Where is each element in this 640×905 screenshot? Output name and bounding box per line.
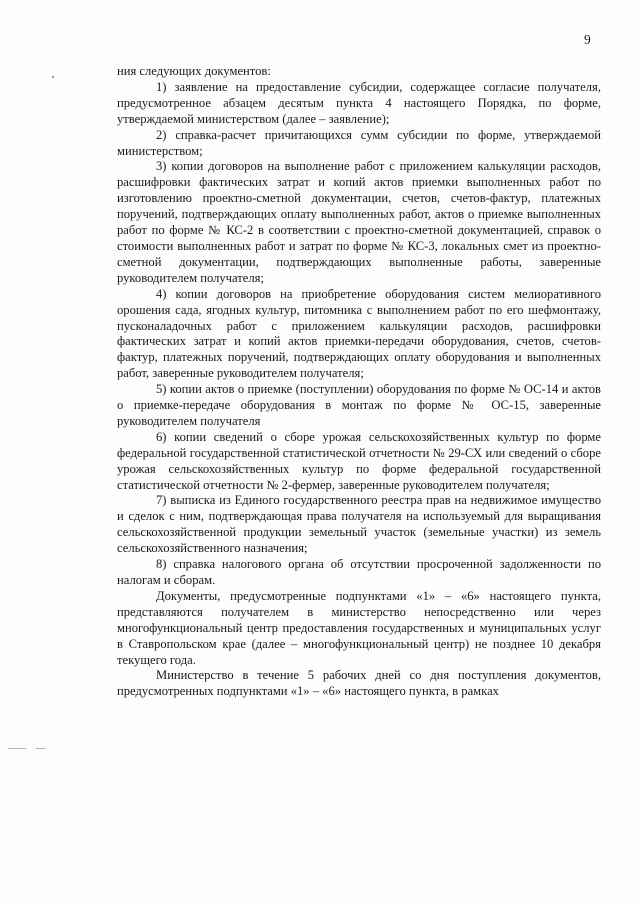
paragraph-continuation: ния следующих документов: [117, 64, 271, 78]
document-body [117, 64, 601, 700]
scan-edge-artifact [8, 748, 26, 749]
page-number: 9 [584, 32, 591, 47]
paragraph-item-4: 4) копии договоров на приобретение оборудования систем мелиоративного орошения сада, ягодных культур, питомника с выполнением работ по его шефмонтажу, пусконаладочных работ с приложением калькуляции расходов, расшифровки фактических затрат и копий актов приемки-передачи оборудования, счетов, счетов-фактур, платежных поручений, подтверждающих оплату оборудования и выполненных работ, заверенные руководителем получателя; [117, 286, 601, 381]
paragraph-item-5: 5) копии актов о приемке (поступлении) оборудования по форме № ОС-14 и актов о приемке-передаче оборудования в монтаж по форме № ОС-15, заверенные руководителем получателя [117, 382, 601, 428]
paragraph-item-1: 1) заявление на предоставление субсидии, содержащее согласие получателя, предусмотренное абзацем десятым пункта 4 настоящего Порядка, по форме, утверждаемой министерством (далее – заявление); [117, 79, 601, 126]
scan-edge-artifact [36, 748, 46, 749]
paragraph-item-8: 8) справка налогового органа об отсутствии просроченной задолженности по налогам и сборам. [117, 557, 601, 587]
paragraph-submission: Документы, предусмотренные подпунктами «1» – «6» настоящего пункта, представляются получателем в министерство непосредственно или через многофункциональный центр предоставления государственных и муниципальных услуг в Ставропольском крае (далее – многофункциональный центр) не позднее 10 декабря текущего года. [117, 588, 601, 667]
paragraph-item-2: 2) справка-расчет причитающихся сумм субсидии по форме, утверждаемой министерством; [117, 127, 601, 158]
paragraph-item-3: 3) копии договоров на выполнение работ с приложением калькуляции расходов, расшифровки фактических затрат и копий актов приемки выполненных работ по изготовлению проектно-сметной документации, счетов, счетов-фактур, платежных поручений, подтверждающих оплату выполненных работ, актов о приемке выполненных работ по форме № КС-2 в соответствии с проектно-сметной документацией, справок о стоимости выполненных работ и затрат по форме № КС-3, локальных смет из проектно-сметной документации, подтверждающих выполненные работы, заверенные руководителем получателя; [117, 159, 601, 285]
paragraph-item-6: 6) копии сведений о сборе урожая сельскохозяйственных культур по форме федеральной государственной статистической отчетности № 29-СХ или сведений о сборе урожая сельскохозяйственных культур по форме федеральной государственной статистической отчетности № 2-фермер, заверенные руководителем получателя; [117, 429, 601, 492]
paragraph-item-7: 7) выписка из Единого государственного реестра прав на недвижимое имущество и сделок с ним, подтверждающая права получателя на используемый для выращивания сельскохозяйственной продукции земельный участок (земельные участки) из земель сельскохозяйственного назначения; [117, 493, 601, 556]
paragraph-ministry: Министерство в течение 5 рабочих дней со дня поступления документов, предусмотренных подпунктами «1» – «6» настоящего пункта, в рамках [117, 668, 601, 699]
scan-speck [52, 76, 54, 78]
